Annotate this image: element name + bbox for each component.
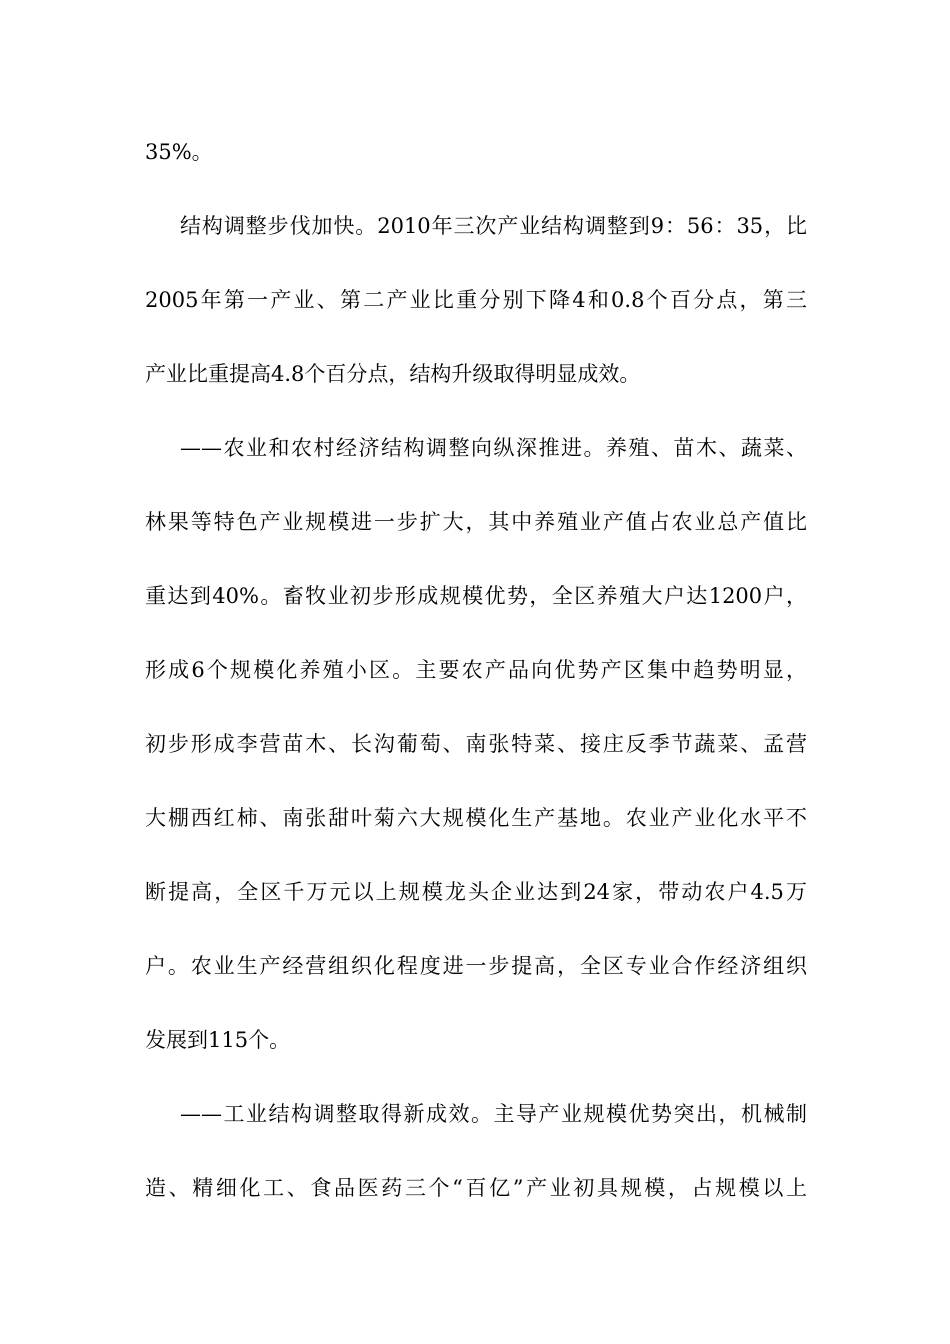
paragraph-line: ——农业和农村经济结构调整向纵深推进。养殖、苗木、蔬菜、 [180, 436, 807, 460]
paragraph-line: 2005年第一产业、第二产业比重分别下降4和0.8个百分点，第三 [145, 288, 807, 312]
paragraph-line: 结构调整步伐加快。2010年三次产业结构调整到9：56：35，比 [180, 214, 807, 238]
paragraph-line: 大棚西红柿、南张甜叶菊六大规模化生产基地。农业产业化水平不 [145, 806, 807, 830]
paragraph-line: 35%。 [145, 140, 213, 164]
paragraph-line: 初步形成李营苗木、长沟葡萄、南张特菜、接庄反季节蔬菜、孟营 [145, 732, 807, 756]
paragraph-line: 户。农业生产经营组织化程度进一步提高，全区专业合作经济组织 [145, 954, 807, 978]
paragraph-line: ——工业结构调整取得新成效。主导产业规模优势突出，机械制 [180, 1102, 807, 1126]
paragraph-line: 产业比重提高4.8个百分点，结构升级取得明显成效。 [145, 362, 641, 386]
paragraph-line: 发展到115个。 [145, 1028, 291, 1052]
paragraph-line: 形成6个规模化养殖小区。主要农产品向优势产区集中趋势明显， [145, 658, 807, 682]
paragraph-line: 断提高，全区千万元以上规模龙头企业达到24家，带动农户4.5万 [145, 880, 807, 904]
paragraph-line: 造、精细化工、食品医药三个“百亿”产业初具规模，占规模以上 [145, 1176, 807, 1200]
paragraph-line: 重达到40%。畜牧业初步形成规模优势，全区养殖大户达1200户， [145, 584, 807, 608]
paragraph-line: 林果等特色产业规模进一步扩大，其中养殖业产值占农业总产值比 [145, 510, 807, 534]
